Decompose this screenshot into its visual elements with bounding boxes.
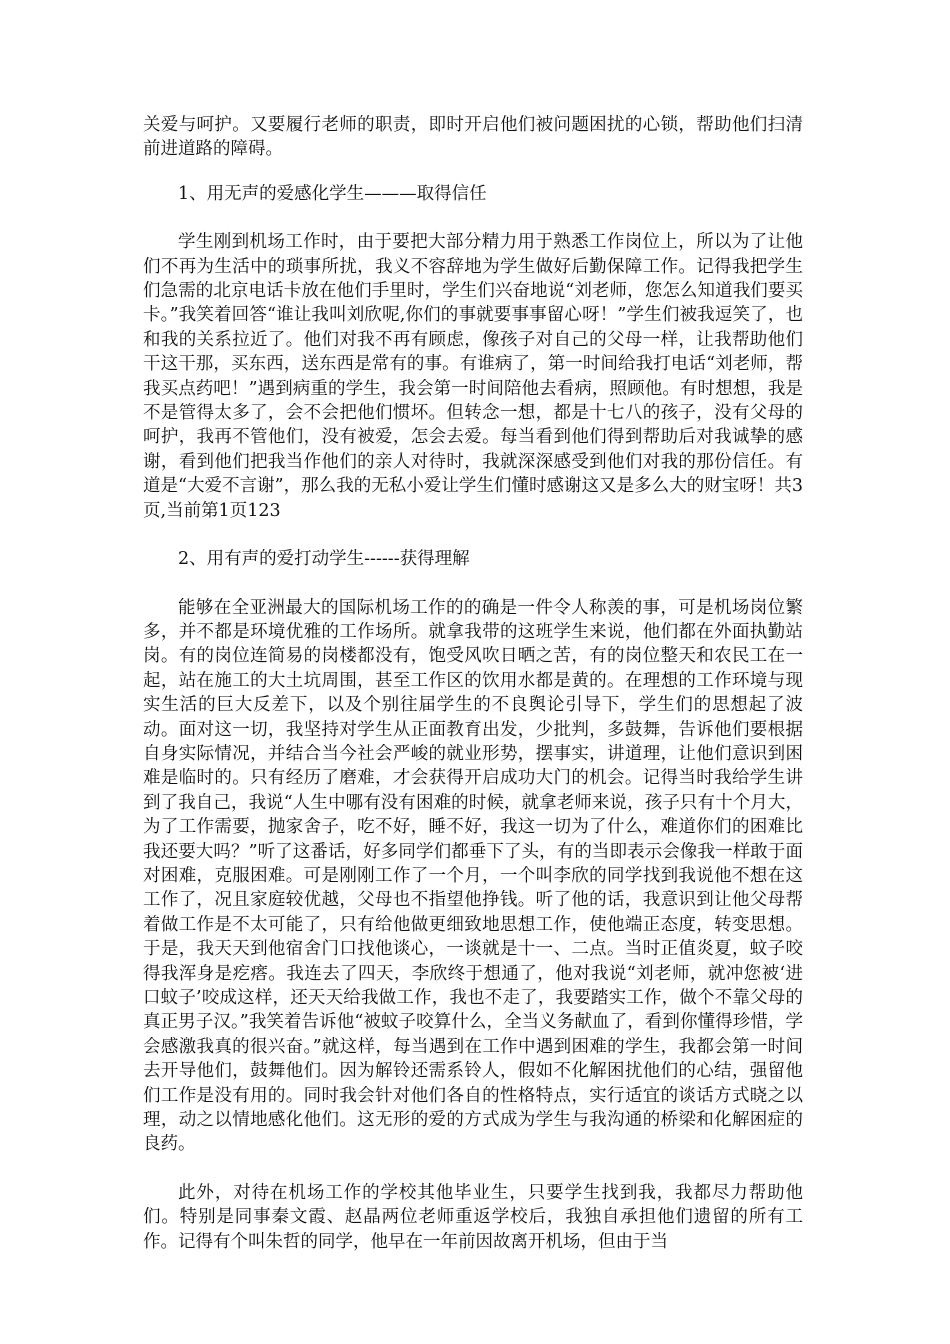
intro-paragraph: 关爱与呵护。又要履行老师的职责，即时开启他们被问题困扰的心锁，帮助他们扫清前进道路的障碍。 [143, 115, 803, 160]
document-page [143, 113, 803, 1254]
section2-paragraph: 能够在全亚洲最大的国际机场工作的的确是一件令人称羡的事，可是机场岗位繁多，并不都是环境优雅的工作场所。就拿我带的这班学生来说，他们都在外面执勤站岗。有的岗位连简易的岗楼都没有，饱受风吹日晒之苦，有的岗位整天和农民工在一起，站在施工的大土坑周围，甚至工作区的饮用水都是黄的。在理想的工作环境与现实生活的巨大反差下，以及个别往届学生的不良舆论引导下，学生们的思想起了波动。面对这一切，我坚持对学生从正面教育出发，少批判，多鼓舞，告诉他们要根据自身实际情况，并结合当今社会严峻的就业形势，摆事实，讲道理，让他们意识到困难是临时的。只有经历了磨难，才会获得开启成功大门的机会。记得当时我给学生讲到了我自己，我说“人生中哪有没有困难的时候，就拿老师来说，孩子只有十个月大，为了工作需要，抛家舍子，吃不好，睡不好，我这一切为了什么，难道你们的困难比我还要大吗？”听了这番话，好多同学们都垂下了头，有的当即表示会像我一样敢于面对困难，克服困难。可是刚刚工作了一个月，一个叫李欣的同学找到我说他不想在这工作了，况且家庭较优越，父母也不指望他挣钱。听了他的话，我意识到让他父母帮着做工作是不太可能了，只有给他做更细致地思想工作，使他端正态度，转变思想。于是，我天天到他宿舍门口找他谈心，一谈就是十一、二点。当时正值炎夏，蚊子咬得我浑身是疙瘩。我连去了四天，李欣终于想通了，他对我说“刘老师，就冲您被‘进口蚊子’咬成这样，还天天给我做工作，我也不走了，我要踏实工作，做个不靠父母的真正男子汉。”我笑着告诉他“被蚊子咬算什么，全当义务献血了，看到你懂得珍惜，学会感激我真的很兴奋。”就这样，每当遇到在工作中遇到困难的学生，我都会第一时间去开导他们，鼓舞他们。因为解铃还需系铃人，假如不化解困扰他们的心结，强留他们工作是没有用的。同时我会针对他们各自的性格特点，实行适宜的谈话方式晓之以理，动之以情地感化他们。这无形的爱的方式成为学生与我沟通的桥梁和化解困症的良药。 [143, 597, 803, 1155]
section1-heading: 1、用无声的爱感化学生———取得信任 [178, 183, 487, 204]
section3-paragraph: 此外，对待在机场工作的学校其他毕业生，只要学生找到我，我都尽力帮助他们。特别是同事秦文霞、赵晶两位老师重返学校后，我独自承担他们遗留的所有工作。记得有个叫朱哲的同学，他早在一年前因故离开机场，但由于当 [143, 1182, 803, 1252]
section1-paragraph: 学生刚到机场工作时，由于要把大部分精力用于熟悉工作岗位上，所以为了让他们不再为生活中的琐事所扰，我义不容辞地为学生做好后勤保障工作。记得我把学生们急需的北京电话卡放在他们手里时，学生们兴奋地说“刘老师，您怎么知道我们要买卡。”我笑着回答“谁让我叫刘欣呢,你们的事就要事事留心呀！”学生们被我逗笑了，也和我的关系拉近了。他们对我不再有顾虑，像孩子对自己的父母一样，让我帮助他们干这干那，买东西，送东西是常有的事。有谁病了，第一时间给我打电话“刘老师，帮我买点药吧！”遇到病重的学生，我会第一时间陪他去看病，照顾他。有时想想，我是不是管得太多了，会不会把他们惯坏。但转念一想，都是十七八的孩子，没有父母的呵护，我再不管他们，没有被爱，怎会去爱。每当看到他们得到帮助后对我诚挚的感谢，看到他们把我当作他们的亲人对待时，我就深深感受到他们对我的那份信任。有道是“大爱不言谢”，那么我的无私小爱让学生们懂时感谢这又是多么大的财宝呀！共3页,当前第1页123 [143, 232, 803, 521]
section2-heading: 2、用有声的爱打动学生------获得理解 [178, 549, 470, 570]
